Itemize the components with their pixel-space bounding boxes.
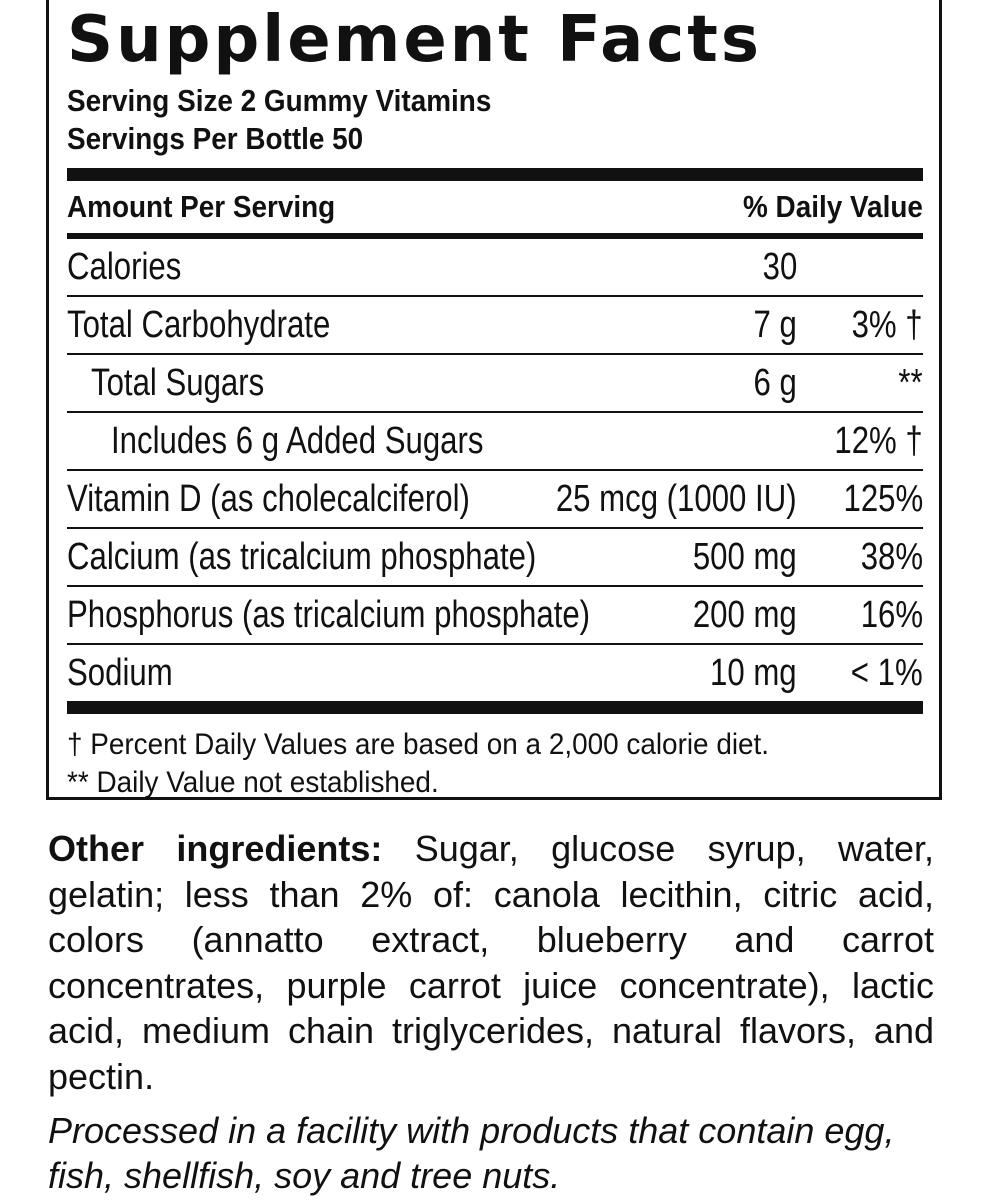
nutrient-row-total-sugars [67,355,923,413]
amount-per-serving-label: Amount Per Serving [67,189,336,224]
nutrient-row-total-carbohydrate [67,297,923,355]
allergen-statement: Processed in a facility with products that contain egg, fish, shellfish, soy and tree nuts. [48,1110,895,1196]
nutrient-row-added-sugars [67,413,923,471]
nutrient-row-sodium [67,645,923,701]
other-ingredients [48,826,934,1099]
nutrient-amount: 25 mcg (1000 IU) [556,478,797,520]
nutrient-amount: 500 mg [693,536,797,578]
ingredients-label: Other ingredients: [48,828,383,869]
nutrient-dv: 16% [860,594,923,636]
nutrient-name: Calories [67,246,182,288]
nutrient-name: Calcium (as tricalcium phosphate) [67,536,537,578]
nutrient-row-calcium [67,529,923,587]
panel-title: Supplement Facts [67,3,762,77]
thick-divider-bottom [67,701,923,714]
nutrient-row-calories [67,239,923,297]
nutrient-dv: 38% [860,536,923,578]
amount-header-row [67,181,923,233]
nutrient-dv: 12% † [834,420,923,462]
nutrient-amount: 200 mg [693,594,797,636]
nutrient-name: Vitamin D (as cholecalciferol) [67,478,470,520]
nutrient-row-phosphorus [67,587,923,645]
nutrient-name: Total Carbohydrate [67,304,331,346]
supplement-facts-panel [46,0,942,800]
footnote-not-established: ** Daily Value not established. [67,766,439,799]
nutrient-dv: 125% [843,478,923,520]
servings-per-container: Servings Per Bottle 50 [67,121,364,156]
daily-value-label: % Daily Value [743,189,923,224]
nutrient-dv: ** [898,362,923,404]
serving-size: Serving Size 2 Gummy Vitamins [67,83,492,118]
nutrient-name: Sodium [67,652,173,694]
footnote-daily-values: † Percent Daily Values are based on a 2,000 calorie diet. [67,728,770,761]
nutrient-name: Phosphorus (as tricalcium phosphate) [67,594,591,636]
nutrient-dv: < 1% [851,652,923,694]
nutrient-amount: 7 g [753,304,797,346]
thick-divider [67,168,923,181]
ingredients-text: Sugar, glucose syrup, water, gelatin; less than 2% of: canola lecithin, citric acid, colors (annatto extract, blueberry and carrot concentrates, purple carrot juice concentrate), lactic acid, medium chain triglycerides, natural flavors, and pectin. [48,828,934,1097]
nutrient-list [67,239,923,701]
nutrient-amount: 10 mg [710,652,797,694]
footnotes [67,726,923,802]
nutrient-amount: 30 [762,246,797,288]
nutrient-row-vitamin-d [67,471,923,529]
nutrient-name: Total Sugars [91,362,265,404]
nutrient-dv: 3% † [851,304,923,346]
nutrient-name: Includes 6 g Added Sugars [111,420,484,462]
nutrient-amount: 6 g [753,362,797,404]
